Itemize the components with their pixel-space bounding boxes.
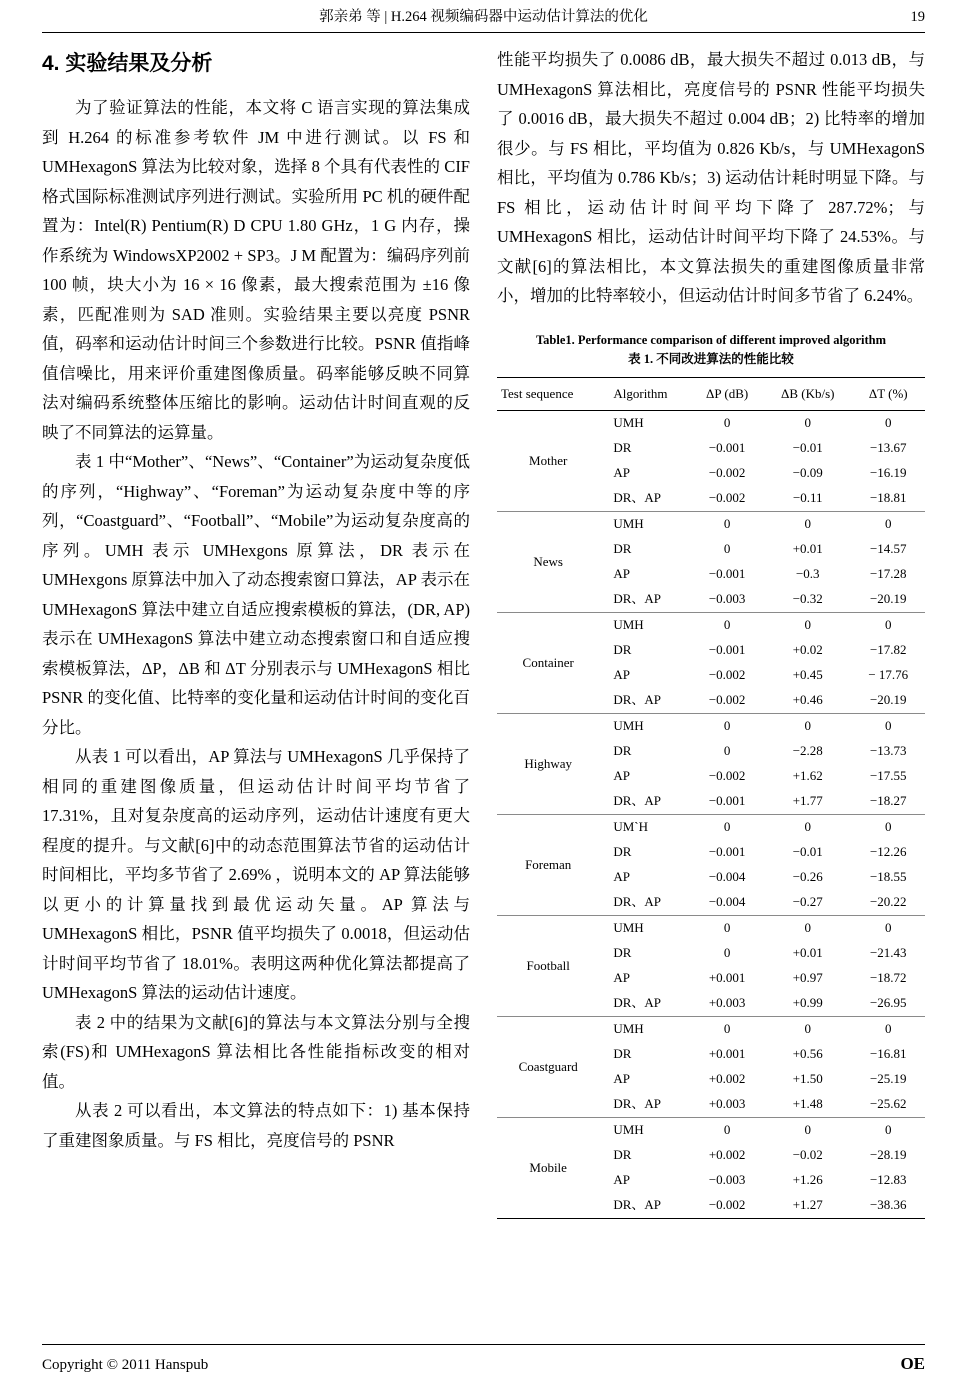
value-cell: 0 bbox=[851, 1016, 925, 1042]
value-cell: +0.02 bbox=[792, 642, 823, 657]
table-row bbox=[497, 814, 925, 840]
table-row bbox=[497, 410, 925, 436]
algorithm-cell: UMH bbox=[599, 1117, 690, 1143]
test-sequence-cell: Container bbox=[497, 612, 599, 713]
value-cell: −0.09 bbox=[792, 465, 823, 480]
body-paragraph: 为了验证算法的性能，本文将 C 语言实现的算法集成到 H.264 的标准参考软件 JM 中进行测试。以 FS 和 UMHexagonS 算法为比较对象，选择 8 个具有代表性的 CIF 格式国际标准测试序列进行测试。实验所用 PC 机的硬件配置为：Intel(R) Pentium(R) D CPU 1.80 GHz，1 G 内存，操作系统为 WindowsXP2002 + SP3。J M 配置为：编码序列前 100 帧，块大小为 16 × 16 像素，最大搜索范围为 ±16 像素，匹配准则为 SAD 准则。实验结果主要以亮度 PSNR 值，码率和运动估计时间三个参数进行比较。PSNR 值指峰值信噪比，用来评价重建图像质量。码率能够反映不同算法对编码系统整体压缩比的影响。运动估计时间直观的反映了不同算法的运算量。 bbox=[42, 98, 470, 442]
test-sequence-cell: Foreman bbox=[497, 814, 599, 915]
algorithm-cell: AP bbox=[613, 768, 630, 783]
value-cell: +0.56 bbox=[792, 1046, 823, 1061]
algorithm-cell: AP bbox=[613, 970, 630, 985]
value-cell: −25.62 bbox=[869, 1096, 907, 1111]
value-cell: −14.57 bbox=[869, 541, 907, 556]
value-cell: −0.001 bbox=[708, 844, 746, 859]
value-cell: −0.32 bbox=[792, 591, 823, 606]
value-cell: 0 bbox=[851, 814, 925, 840]
algorithm-cell: DR、AP bbox=[613, 591, 662, 606]
value-cell: −18.27 bbox=[869, 793, 907, 808]
value-cell: +0.002 bbox=[708, 1147, 746, 1162]
value-cell: 0 bbox=[690, 1117, 764, 1143]
algorithm-cell: UMH bbox=[599, 1016, 690, 1042]
two-column-body bbox=[42, 45, 925, 1219]
value-cell: 0 bbox=[764, 1016, 851, 1042]
value-cell: 0 bbox=[723, 415, 731, 430]
algorithm-cell: AP bbox=[613, 667, 630, 682]
footer-divider bbox=[42, 1344, 925, 1345]
value-cell: −0.26 bbox=[792, 869, 823, 884]
table-row bbox=[497, 1016, 925, 1042]
left-column bbox=[42, 45, 470, 1219]
value-cell: +1.26 bbox=[792, 1172, 823, 1187]
algorithm-cell: AP bbox=[613, 869, 630, 884]
value-cell: +0.45 bbox=[792, 667, 823, 682]
value-cell: 0 bbox=[764, 1117, 851, 1143]
algorithm-cell: DR bbox=[613, 743, 632, 758]
value-cell: −0.002 bbox=[708, 667, 746, 682]
column-header: Test sequence bbox=[501, 385, 574, 401]
value-cell: − 17.76 bbox=[868, 667, 909, 682]
algorithm-cell: DR、AP bbox=[613, 793, 662, 808]
value-cell: +0.001 bbox=[708, 970, 746, 985]
value-cell: −12.83 bbox=[869, 1172, 907, 1187]
value-cell: −13.67 bbox=[869, 440, 907, 455]
value-cell: 0 bbox=[851, 1117, 925, 1143]
algorithm-cell: DR、AP bbox=[613, 490, 662, 505]
table-row bbox=[497, 612, 925, 638]
algorithm-cell: DR bbox=[613, 440, 632, 455]
value-cell: 0 bbox=[690, 1016, 764, 1042]
value-cell: +1.77 bbox=[792, 793, 823, 808]
body-paragraph: 性能平均损失了 0.0086 dB，最大损失不超过 0.013 dB，与 UMHexagonS 算法相比，亮度信号的 PSNR 性能平均损失了 0.0016 dB，最大损失不超过 0.004 dB；2) 比特率的增加很少。与 FS 相比，平均值为 0.826 Kb/s，与 UMHexagonS 相比，平均值为 0.786 Kb/s；3) 运动估计耗时明显下降。与 FS 相比，运动估计时间平均下降了 287.72%；与 UMHexagonS 相比，运动估计时间平均下降了 24.53%。与文献[6]的算法相比，本文算法损失的重建图像质量非常小，增加的比特率较小，但运动估计时间多节省了 6.24%。 bbox=[497, 50, 925, 305]
value-cell: 0 bbox=[723, 743, 731, 758]
column-header: ΔT (%) bbox=[868, 385, 908, 401]
value-cell: −20.19 bbox=[869, 591, 907, 606]
value-cell: 0 bbox=[884, 415, 892, 430]
value-cell: −16.19 bbox=[869, 465, 907, 480]
value-cell: −18.55 bbox=[869, 869, 907, 884]
value-cell: +0.97 bbox=[792, 970, 823, 985]
body-paragraph: 从表 2 可以看出，本文算法的特点如下：1) 基本保持了重建图象质量。与 FS 相比，亮度信号的 PSNR bbox=[42, 1101, 470, 1150]
value-cell: 0 bbox=[851, 612, 925, 638]
algorithm-cell: DR bbox=[613, 844, 632, 859]
value-cell: −0.003 bbox=[708, 591, 746, 606]
test-sequence-cell: Highway bbox=[497, 713, 599, 814]
value-cell: 0 bbox=[764, 612, 851, 638]
value-cell: −0.11 bbox=[792, 490, 823, 505]
value-cell: +1.62 bbox=[792, 768, 823, 783]
value-cell: +1.27 bbox=[792, 1197, 823, 1212]
value-cell: −26.95 bbox=[869, 995, 907, 1010]
page-footer bbox=[42, 1344, 925, 1374]
algorithm-cell: DR、AP bbox=[613, 995, 662, 1010]
value-cell: −0.02 bbox=[792, 1147, 823, 1162]
algorithm-cell: DR bbox=[613, 541, 632, 556]
value-cell: −21.43 bbox=[869, 945, 907, 960]
algorithm-cell: UMH bbox=[599, 915, 690, 941]
value-cell: −16.81 bbox=[869, 1046, 907, 1061]
value-cell: −17.82 bbox=[869, 642, 907, 657]
value-cell: 0 bbox=[690, 511, 764, 537]
value-cell: −0.002 bbox=[708, 692, 746, 707]
value-cell: 0 bbox=[723, 541, 731, 556]
table-caption-en: Table1. Performance comparison of different improved algorithm bbox=[535, 332, 887, 347]
algorithm-cell: AP bbox=[613, 465, 630, 480]
algorithm-cell: DR、AP bbox=[613, 1197, 662, 1212]
test-sequence-cell: Mobile bbox=[497, 1117, 599, 1218]
algorithm-cell: AP bbox=[613, 566, 630, 581]
value-cell: −0.004 bbox=[708, 869, 746, 884]
test-sequence-cell: Football bbox=[497, 915, 599, 1016]
test-sequence-cell: News bbox=[497, 511, 599, 612]
copyright-text: Copyright © 2011 Hanspub bbox=[42, 1357, 209, 1373]
section-heading: 4. 实验结果及分析 bbox=[42, 52, 213, 75]
value-cell: 0 bbox=[764, 713, 851, 739]
value-cell: 0 bbox=[804, 415, 811, 430]
value-cell: −0.001 bbox=[708, 566, 746, 581]
value-cell: +0.01 bbox=[792, 945, 823, 960]
right-column bbox=[497, 45, 925, 1219]
value-cell: 0 bbox=[851, 915, 925, 941]
value-cell: 0 bbox=[690, 612, 764, 638]
value-cell: 0 bbox=[851, 511, 925, 537]
algorithm-cell: AP bbox=[613, 1172, 630, 1187]
results-table bbox=[497, 377, 925, 1219]
value-cell: +0.01 bbox=[792, 541, 823, 556]
algorithm-cell: DR、AP bbox=[613, 894, 662, 909]
column-header: ΔP (dB) bbox=[706, 385, 749, 401]
test-sequence-cell: Mother bbox=[529, 452, 568, 468]
value-cell: −0.01 bbox=[792, 440, 823, 455]
value-cell: −0.001 bbox=[708, 440, 746, 455]
algorithm-cell: DR、AP bbox=[613, 1096, 662, 1111]
value-cell: −18.81 bbox=[869, 490, 907, 505]
value-cell: +0.99 bbox=[792, 995, 823, 1010]
algorithm-cell: AP bbox=[613, 1071, 630, 1086]
value-cell: −0.001 bbox=[708, 793, 746, 808]
value-cell: −0.002 bbox=[708, 768, 746, 783]
value-cell: 0 bbox=[764, 814, 851, 840]
algorithm-cell: DR bbox=[613, 642, 632, 657]
value-cell: 0 bbox=[690, 814, 764, 840]
value-cell: −38.36 bbox=[869, 1197, 907, 1212]
algorithm-cell: UMH bbox=[599, 713, 690, 739]
page-header bbox=[42, 6, 925, 32]
table-row bbox=[497, 511, 925, 537]
value-cell: −0.002 bbox=[708, 1197, 746, 1212]
value-cell: +0.001 bbox=[708, 1046, 746, 1061]
running-title: 郭亲弟 等 | H.264 视频编码器中运动估计算法的优化 bbox=[319, 9, 648, 25]
test-sequence-cell: Coastguard bbox=[497, 1016, 599, 1117]
algorithm-cell: UMH bbox=[599, 511, 690, 537]
value-cell: −0.002 bbox=[708, 490, 746, 505]
table-row bbox=[497, 1117, 925, 1143]
value-cell: +0.003 bbox=[708, 1096, 746, 1111]
table-caption-zh: 表 1. 不同改进算法的性能比较 bbox=[628, 351, 794, 366]
value-cell: +0.003 bbox=[708, 995, 746, 1010]
column-header: ΔB (Kb/s) bbox=[780, 385, 835, 401]
algorithm-cell: DR bbox=[613, 1147, 632, 1162]
value-cell: −20.22 bbox=[869, 894, 907, 909]
value-cell: −28.19 bbox=[869, 1147, 907, 1162]
header-divider bbox=[42, 32, 925, 33]
body-paragraph: 表 1 中“Mother”、“News”、“Container”为运动复杂度低的序列，“Highway”、“Foreman”为运动复杂度中等的序列，“Coastguard”、“Football”、“Mobile”为运动复杂度高的序列。UMH 表示 UMHexgons 原算法，DR 表示在 UMHexgons 原算法中加入了动态搜索窗口算法，AP 表示在 UMHexagonS 算法中建立自适应搜索模板的算法，(DR, AP)表示在 UMHexagonS 算法中建立动态搜索窗口和自适应搜索模板算法，ΔP，ΔB 和 ΔT 分别表示与 UMHexagonS 相比 PSNR 的变化值、比特率的变化量和运动估计时间的变化百分比。 bbox=[42, 452, 470, 737]
value-cell: −13.73 bbox=[869, 743, 907, 758]
page-number: 19 bbox=[910, 9, 925, 25]
value-cell: −0.002 bbox=[708, 465, 746, 480]
value-cell: +1.50 bbox=[792, 1071, 823, 1086]
value-cell: 0 bbox=[723, 945, 731, 960]
value-cell: 0 bbox=[764, 915, 851, 941]
value-cell: 0 bbox=[851, 713, 925, 739]
value-cell: −20.19 bbox=[869, 692, 907, 707]
table-row bbox=[497, 915, 925, 941]
algorithm-cell: DR bbox=[613, 1046, 632, 1061]
value-cell: −0.003 bbox=[708, 1172, 746, 1187]
value-cell: −2.28 bbox=[792, 743, 823, 758]
algorithm-cell: UMH bbox=[599, 612, 690, 638]
results-table-head-row bbox=[497, 377, 925, 410]
results-table-body bbox=[497, 410, 925, 1218]
algorithm-cell: UM`H bbox=[599, 814, 690, 840]
value-cell: −0.004 bbox=[708, 894, 746, 909]
body-paragraph: 表 2 中的结果为文献[6]的算法与本文算法分别与全搜索(FS)和 UMHexagonS 算法相比各性能指标改变的相对值。 bbox=[42, 1012, 470, 1091]
algorithm-cell: DR bbox=[613, 945, 632, 960]
value-cell: −0.01 bbox=[792, 844, 823, 859]
value-cell: −17.28 bbox=[869, 566, 907, 581]
table-row bbox=[497, 713, 925, 739]
value-cell: −0.001 bbox=[708, 642, 746, 657]
value-cell: 0 bbox=[690, 713, 764, 739]
journal-mark: OE bbox=[900, 1354, 925, 1373]
table-caption bbox=[501, 331, 921, 369]
column-header: Algorithm bbox=[613, 385, 668, 401]
value-cell: +0.002 bbox=[708, 1071, 746, 1086]
value-cell: −0.27 bbox=[792, 894, 823, 909]
value-cell: −12.26 bbox=[869, 844, 907, 859]
algorithm-cell: UMH bbox=[613, 415, 644, 430]
value-cell: 0 bbox=[764, 511, 851, 537]
value-cell: +0.46 bbox=[792, 692, 823, 707]
value-cell: +1.48 bbox=[792, 1096, 823, 1111]
value-cell: 0 bbox=[690, 915, 764, 941]
value-cell: −18.72 bbox=[869, 970, 907, 985]
value-cell: −17.55 bbox=[869, 768, 907, 783]
value-cell: −25.19 bbox=[869, 1071, 907, 1086]
value-cell: −0.3 bbox=[795, 566, 820, 581]
body-paragraph: 从表 1 可以看出，AP 算法与 UMHexagonS 几乎保持了相同的重建图像质量，但运动估计时间平均节省了 17.31%，且对复杂度高的运动序列，运动估计速度有更大程度的提升。与文献[6]中的动态范围算法节省的运动估计时间相比，平均多节省了 2.69% ，说明本文的 AP 算法能够以更小的计算量找到最优运动矢量。AP 算法与 UMHexagonS 相比，PSNR 值平均损失了 0.0018，但运动估计时间平均节省了 18.01%。表明这两种优化算法都提高了 UMHexagonS 算法的运动估计速度。 bbox=[42, 747, 470, 1002]
algorithm-cell: DR、AP bbox=[613, 692, 662, 707]
